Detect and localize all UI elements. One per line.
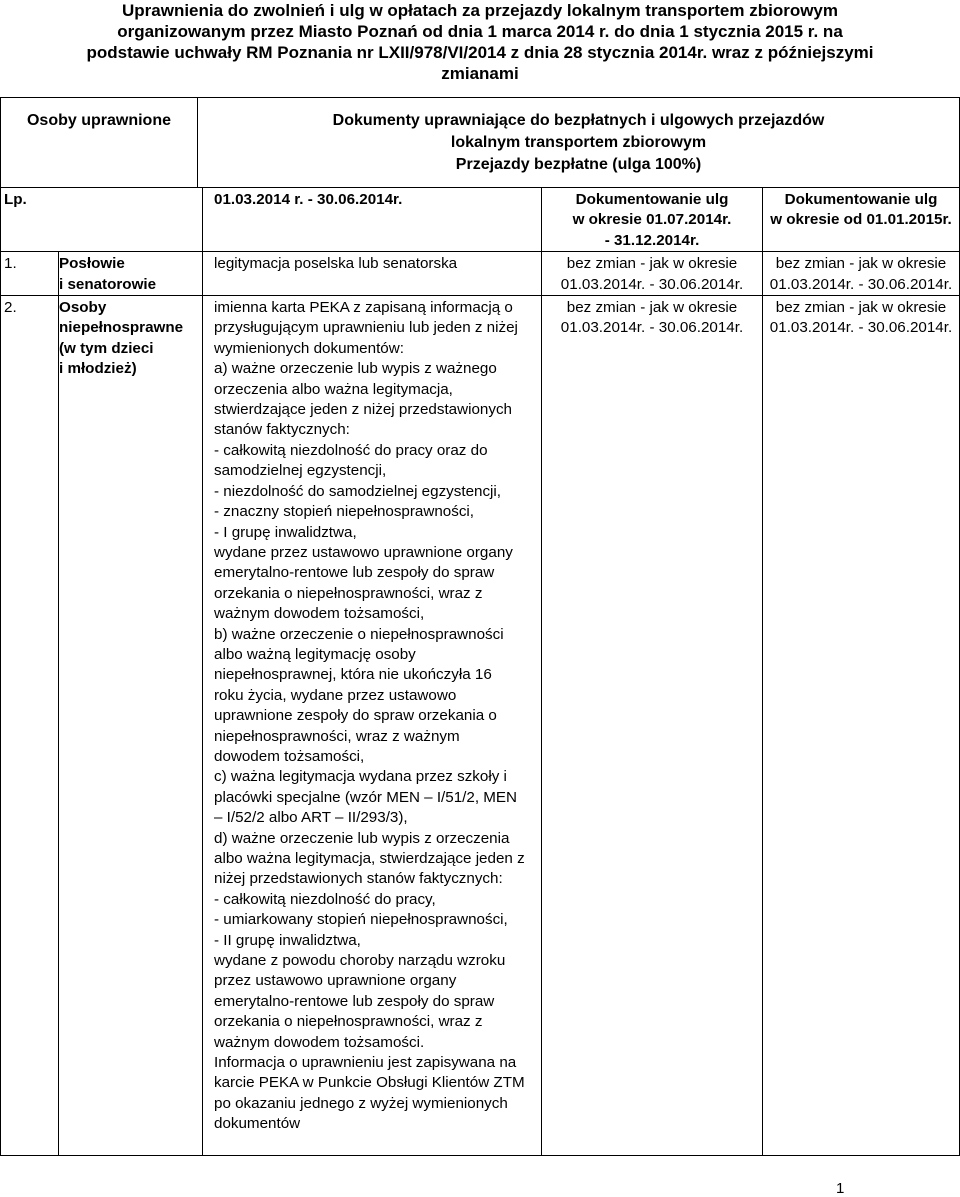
header-table: [0, 97, 960, 188]
row-period3: [763, 252, 960, 296]
row-persons-line: (w tym dzieci: [59, 339, 154, 357]
document-line: orzeczenia albo ważna legitymacja,: [214, 380, 453, 398]
document-line: przez ustawowo uprawnione organy: [214, 972, 457, 990]
document-line: po okazaniu jednego z wyżej wymienionych: [214, 1094, 508, 1112]
document-line: - umiarkowany stopień niepełnosprawności,: [214, 911, 508, 929]
col-period3: [763, 188, 960, 252]
document-line: – I/52/2 albo ART – II/293/3),: [214, 809, 408, 827]
document-line: - I grupę inwalidztwa,: [214, 523, 357, 541]
header-documents: [198, 98, 960, 188]
document-line: albo ważna legitymacja, stwierdzające jeden z: [214, 850, 525, 867]
document-line: niepełnosprawnej, która nie ukończyła 16: [214, 666, 492, 684]
entitlements-table: [0, 187, 960, 1156]
row-period3-line: 01.03.2014r. - 30.06.2014r.: [769, 319, 953, 337]
row-period3-line: 01.03.2014r. - 30.06.2014r.: [769, 275, 953, 293]
row-persons: [59, 252, 203, 296]
document-line: emerytalno-rentowe lub zespoły do spraw: [214, 564, 495, 582]
header-free-travel: Przejazdy bezpłatne (ulga 100%): [455, 156, 702, 173]
document-line: uprawnione zespoły do spraw orzekania o: [214, 707, 497, 725]
row-period3-line: bez zmian - jak w okresie: [775, 299, 947, 317]
header-documents-line: lokalnym transportem zbiorowym: [450, 134, 707, 151]
document-line: wydane z powodu choroby narządu wzroku: [214, 952, 506, 970]
title-line: zmianami: [441, 64, 519, 83]
header-persons: Osoby uprawnione: [1, 98, 198, 188]
row-period2: [542, 252, 763, 296]
document-line: dowodem tożsamości,: [214, 747, 365, 765]
document-line: stanów faktycznych:: [214, 421, 350, 439]
document-line: Informacja o uprawnieniu jest zapisywana na: [214, 1054, 517, 1072]
document-line: b) ważne orzeczenie o niepełnosprawności: [214, 625, 504, 643]
document-line: roku życia, wydane przez ustawowo: [214, 686, 457, 704]
document-title: [0, 0, 960, 84]
document-line: niepełnosprawności, wraz z ważnym: [214, 727, 460, 745]
document-line: emerytalno-rentowe lub zespoły do spraw: [214, 992, 495, 1010]
document-line: - II grupę inwalidztwa,: [214, 931, 361, 949]
document-line: karcie PEKA w Punkcie Obsługi Klientów ZTM: [214, 1074, 525, 1092]
row-number: 1.: [1, 252, 59, 296]
document-line: placówki specjalne (wzór MEN – I/51/2, MEN: [214, 788, 518, 806]
table-row: [1, 296, 960, 1156]
row-period2-line: 01.03.2014r. - 30.06.2014r.: [560, 319, 744, 337]
row-persons-line: i senatorowie: [59, 275, 157, 293]
title-line: organizowanym przez Miasto Poznań od dnia 1 marca 2014 r. do dnia 1 stycznia 2015 r. na: [117, 22, 843, 41]
row-number: 2.: [1, 296, 59, 1156]
row-document: legitymacja poselska lub senatorska: [203, 252, 542, 296]
document-line: c) ważna legitymacja wydana przez szkoły i: [214, 768, 507, 786]
row-document: [203, 296, 542, 1156]
row-period2-line: 01.03.2014r. - 30.06.2014r.: [560, 275, 744, 293]
row-persons: [59, 296, 203, 1156]
document-lines: [214, 298, 541, 1135]
document-line: albo ważną legitymację osoby: [214, 645, 416, 663]
row-period3-line: bez zmian - jak w okresie: [775, 255, 947, 273]
col-lp: Lp.: [1, 188, 203, 252]
document-line: d) ważne orzeczenie lub wypis z orzeczenia: [214, 829, 510, 847]
row-persons-line: i młodzież): [59, 360, 137, 378]
document-line: orzekania o niepełnosprawności, wraz z: [214, 584, 483, 602]
document-line: wymienionych dokumentów:: [214, 339, 404, 357]
document-line: samodzielnej egzystencji,: [214, 462, 387, 480]
document-line: ważnym dowodem tożsamości,: [214, 605, 425, 623]
document-line: orzekania o niepełnosprawności, wraz z: [214, 1013, 483, 1031]
col-period1: 01.03.2014 r. - 30.06.2014r.: [203, 188, 542, 252]
row-persons-line: niepełnosprawne: [59, 319, 184, 337]
document-line: przysługującym uprawnieniu lub jeden z niżej: [214, 319, 518, 337]
title-line: Uprawnienia do zwolnień i ulg w opłatach za przejazdy lokalnym transportem zbiorowym: [121, 1, 838, 20]
document-line: a) ważne orzeczenie lub wypis z ważnego: [214, 360, 497, 378]
col-period3-line: Dokumentowanie ulg: [784, 191, 938, 208]
document-line: dokumentów: [214, 1115, 301, 1133]
row-period2-line: bez zmian - jak w okresie: [566, 299, 738, 317]
document-line: - niezdolność do samodzielnej egzystencji,: [214, 482, 502, 500]
document-line: ważnym dowodem tożsamości.: [214, 1033, 425, 1051]
document-line: wydane przez ustawowo uprawnione organy: [214, 543, 513, 561]
document-line: - całkowitą niezdolność do pracy,: [214, 890, 436, 908]
document-line: stwierdzające jeden z niżej przedstawionych: [214, 401, 512, 419]
col-period2: [542, 188, 763, 252]
row-persons-line: Osoby: [59, 299, 107, 317]
col-period2-line: w okresie 01.07.2014r.: [572, 211, 732, 229]
row-period2: [542, 296, 763, 1156]
document-line: - znaczny stopień niepełnosprawności,: [214, 503, 475, 521]
document-line: imienna karta PEKA z zapisaną informacją o: [214, 299, 513, 317]
row-period3: [763, 296, 960, 1156]
document-line: - całkowitą niezdolność do pracy oraz do: [214, 441, 488, 459]
table-row: [1, 252, 960, 296]
col-period2-line: Dokumentowanie ulg: [575, 191, 729, 208]
col-period3-line: w okresie od 01.01.2015r.: [770, 211, 952, 229]
col-period2-line: - 31.12.2014r.: [604, 231, 700, 249]
title-line: podstawie uchwały RM Poznania nr LXII/978/VI/2014 z dnia 28 stycznia 2014r. wraz z późniejszymi: [86, 43, 874, 62]
header-documents-line: Dokumenty uprawniające do bezpłatnych i ulgowych przejazdów: [332, 112, 825, 129]
row-persons-line: Posłowie: [59, 255, 125, 273]
document-line: niżej przedstawionych stanów faktycznych:: [214, 870, 503, 888]
row-period2-line: bez zmian - jak w okresie: [566, 255, 738, 273]
page-number: 1: [836, 1180, 845, 1197]
